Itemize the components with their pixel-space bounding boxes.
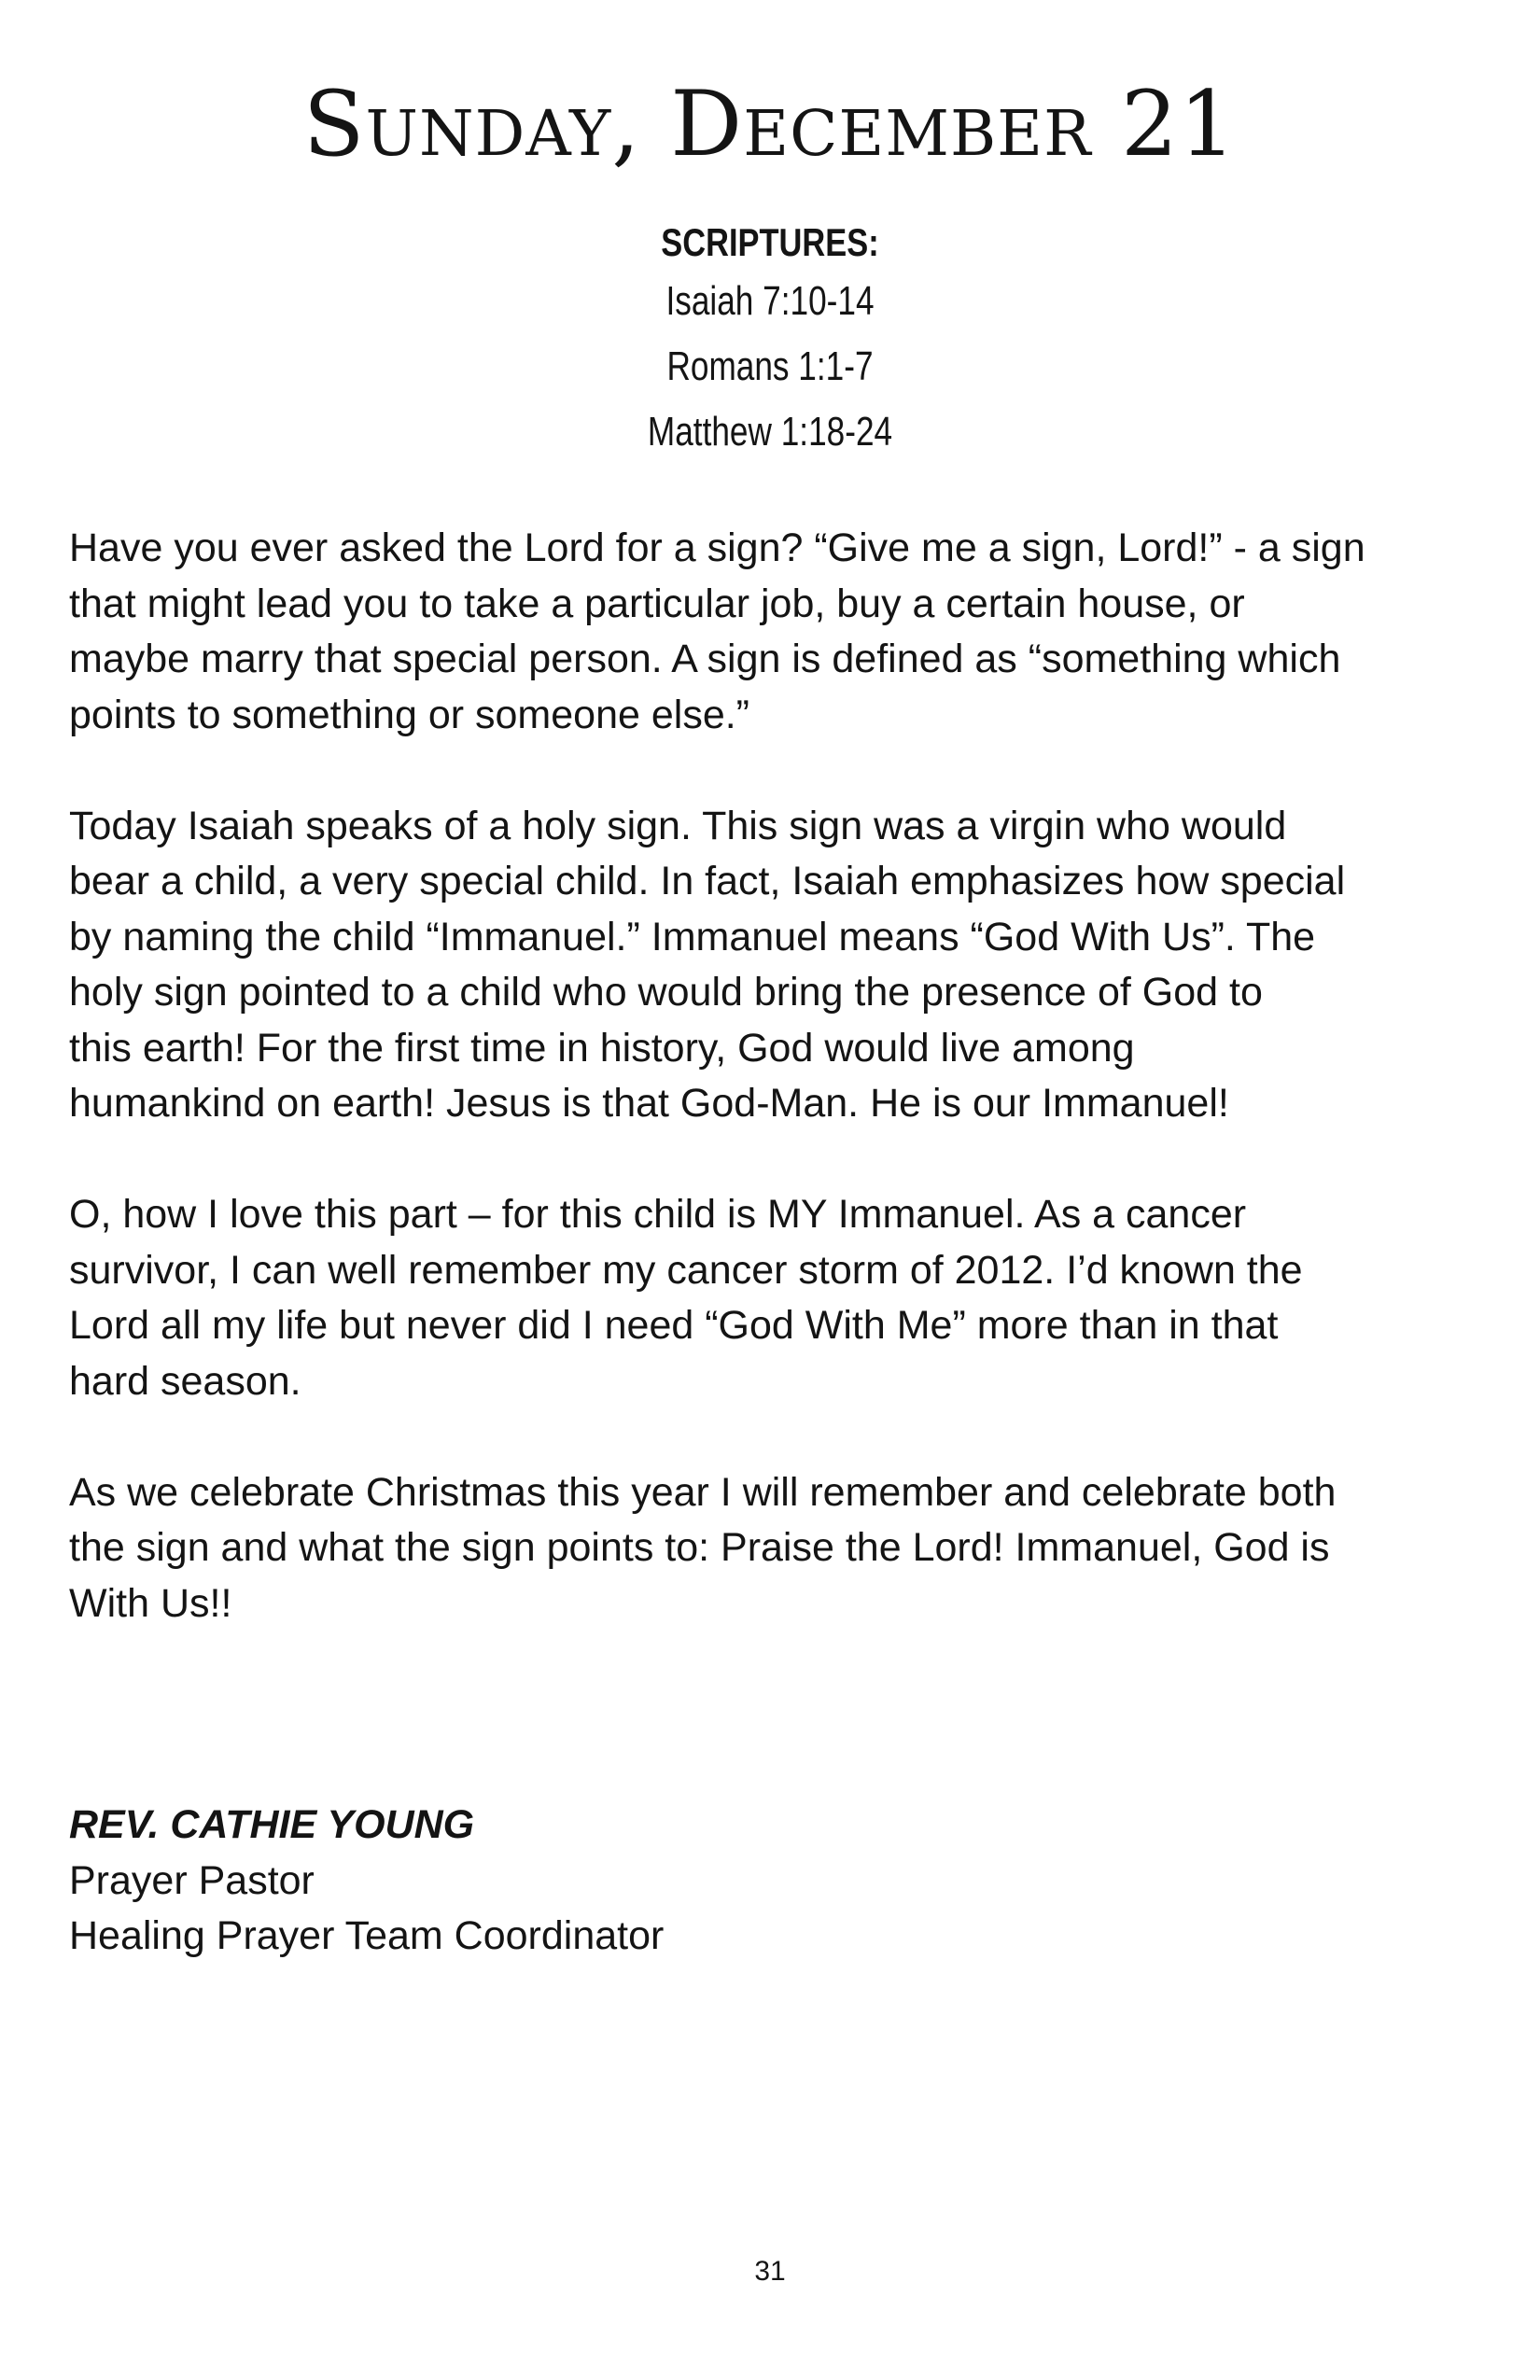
paragraph-3: O, how I love this part – for this child is MY Immanuel. As a cancer survivor, I can well remember my cancer storm of 2012. I’d known the Lord all my life but never did I need “God With Me” more than in that hard season. xyxy=(69,1192,1303,1404)
author-role-prayer-pastor: Prayer Pastor xyxy=(69,1857,315,1903)
paragraph-2: Today Isaiah speaks of a holy sign. This sign was a virgin who would bear a child, a very special child. In fact, Isaiah emphasizes how special by naming the child “Immanuel.” Immanuel means “God With Us”. The holy sign pointed to a child who would bring the presence of God to this earth! For the first time in history, God would live among humankind on earth! Jesus is that God-Man. He is our Immanuel! xyxy=(69,803,1346,1126)
scripture-ref-matthew: Matthew 1:18-24 xyxy=(647,409,893,455)
author-role-coordinator: Healing Prayer Team Coordinator xyxy=(69,1913,665,1958)
devotional-body xyxy=(69,521,1488,1687)
scriptures-block xyxy=(0,217,1540,465)
scripture-ref-isaiah: Isaiah 7:10-14 xyxy=(665,278,875,324)
paragraph-4: As we celebrate Christmas this year I will remember and celebrate both the sign and what the sign points to: Praise the Lord! Immanuel, God is With Us!! xyxy=(69,1469,1337,1626)
author-signature xyxy=(69,1798,664,1965)
scriptures-heading: SCRIPTURES: xyxy=(661,220,879,264)
page-title: Sunday, December 21 xyxy=(302,72,1238,176)
paragraph-1: Have you ever asked the Lord for a sign? “Give me a sign, Lord!” - a sign that might lead you to take a particular job, buy a certain house, or maybe marry that special person. A sign is defined as “something which points to something or someone else.” xyxy=(69,525,1365,737)
author-name: REV. CATHIE YOUNG xyxy=(69,1802,475,1847)
page-number: 31 xyxy=(754,2256,786,2287)
scripture-ref-romans: Romans 1:1-7 xyxy=(666,343,874,389)
